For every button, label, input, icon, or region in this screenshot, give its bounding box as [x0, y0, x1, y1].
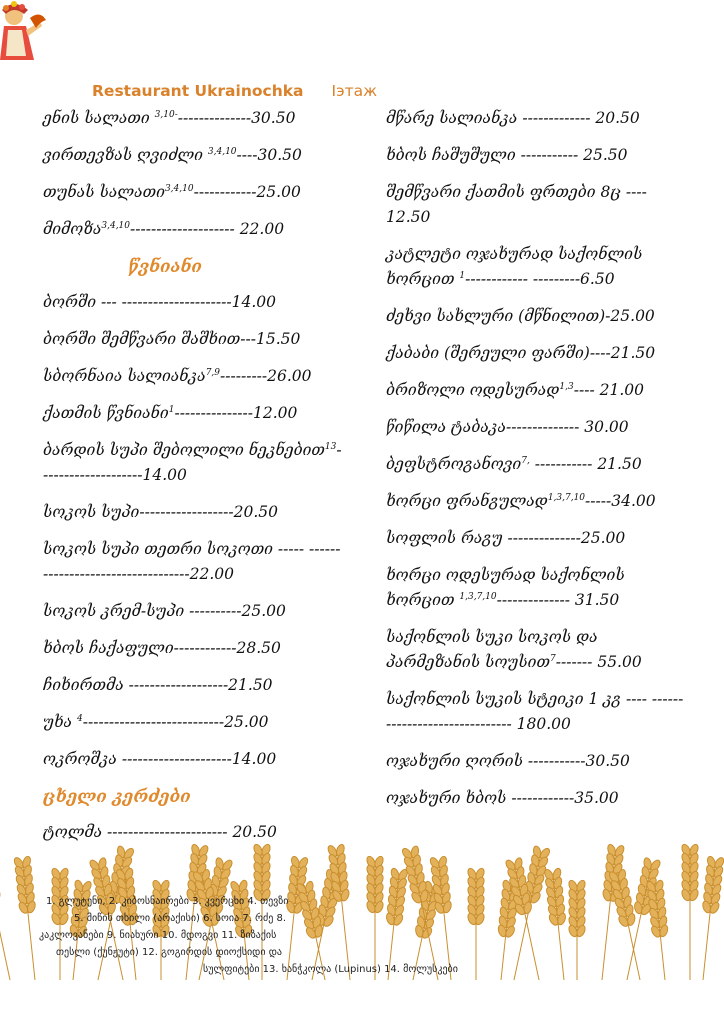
- menu-item-price: ----------- 21.50: [529, 455, 642, 473]
- menu-item-name: ჩიხირთმა -------------------21.50: [43, 676, 273, 694]
- menu-item: [386, 526, 686, 551]
- allergen-codes: 7,9: [205, 367, 221, 378]
- menu-item-name: მიმოზა: [43, 220, 102, 238]
- menu-item-name: ქაბაბი (შერეული ფარში)----21.50: [386, 344, 656, 362]
- menu-item-name: ენის სალათი: [43, 109, 155, 127]
- mascot-doll-icon: [0, 0, 48, 70]
- floor-label: Iэтаж: [331, 82, 378, 100]
- menu-item: [43, 710, 343, 735]
- menu-item: [386, 625, 686, 675]
- section-title-hot-dishes: ცხელი კერძები: [43, 787, 191, 807]
- menu-item-name: წიწილა ტაბაკა-------------- 30.00: [386, 418, 629, 436]
- menu-item: [43, 217, 343, 242]
- menu-item: [386, 143, 686, 168]
- menu-item-name: ბორში --- ---------------------14.00: [43, 293, 276, 311]
- menu-item-name: ბარდის სუპი შებოლილი ნეკნებით: [43, 441, 325, 459]
- allergen-codes: 1: [459, 270, 466, 281]
- menu-item-name: საქონლის სუკის სტეიკი 1 კგ ---- ------------------------------ 180.00: [386, 690, 684, 733]
- menu-item-name: შემწვარი ქათმის ფრთები 8ც ---- 12.50: [386, 183, 647, 226]
- menu-item-name: ძეხვი სახლური (მწნილით)-25.00: [386, 307, 655, 325]
- allergen-codes: 3,4,10: [164, 183, 194, 194]
- menu-item-name: ოჯახური ღორის -----------30.50: [386, 752, 630, 770]
- footnote-line: 5. მიწის თხილი (არაქისი) 6. სოია 7. რძე 8.: [74, 913, 287, 924]
- allergen-codes: 7,: [521, 455, 530, 466]
- menu-item: [386, 563, 686, 613]
- menu-item-name: სოფლის რაგუ --------------25.00: [386, 529, 626, 547]
- allergen-codes: 1: [168, 404, 175, 415]
- menu-item-price: -------------------- 22.00: [130, 220, 285, 238]
- menu-item: [386, 378, 686, 403]
- menu-item: [43, 364, 343, 389]
- menu-item: [43, 636, 343, 661]
- menu-item: [386, 341, 686, 366]
- menu-item: [43, 500, 343, 525]
- menu-item-name: ვირთევზას ღვიძლი: [43, 146, 208, 164]
- menu-item: [386, 106, 686, 131]
- menu-column-right: [386, 106, 686, 823]
- menu-item-name: სოკოს სუპი------------------20.50: [43, 503, 278, 521]
- menu-item-price: --------------30.50: [177, 109, 296, 127]
- menu-item-name: თუნას სალათი: [43, 183, 165, 201]
- menu-item: [43, 106, 343, 131]
- allergen-codes: 3,4,10: [101, 220, 131, 231]
- menu-item: [386, 180, 686, 230]
- menu-item: [43, 673, 343, 698]
- menu-item: [43, 290, 343, 315]
- menu-item-name: მწარე სალიანკა ------------- 20.50: [386, 109, 640, 127]
- menu-item-name: კატლეტი ოჯახურად საქონლის ხორცით: [386, 245, 643, 288]
- allergen-codes: 1,3,7,10: [459, 591, 497, 602]
- menu-item-price: ------- 55.00: [555, 653, 642, 671]
- menu-item: [43, 327, 343, 352]
- menu-item-name: ტოლმა ----------------------- 20.50: [43, 823, 277, 841]
- menu-item: [386, 749, 686, 774]
- menu-item-price: ---- 21.00: [573, 381, 644, 399]
- footnote-line: სულფიტები 13. ხანჭკოლა (Lupinus) 14. მოლუსკები: [203, 964, 458, 975]
- footnote-line: კაკლოვანები 9. ნიახური 10. მდოგვი 11. ზიზაქის: [39, 930, 277, 941]
- allergen-codes: 1,3,7,10: [547, 492, 586, 503]
- restaurant-name: Restaurant Ukrainochka: [92, 82, 304, 100]
- menu-item-price: -------------- 31.50: [496, 591, 620, 609]
- menu-item-price: ----30.50: [236, 146, 302, 164]
- menu-column-left: [43, 106, 343, 857]
- menu-item-name: სბორნაია სალიანკა: [43, 367, 206, 385]
- footnote-line: თესლი (ქუნჟუტი) 12. გოგირდის დიოქსიდი და: [56, 947, 282, 958]
- menu-item: [43, 599, 343, 624]
- menu-item-name: ოჯახური ხბოს ------------35.00: [386, 789, 619, 807]
- allergen-codes: 1,3: [559, 381, 574, 392]
- restaurant-header: [92, 82, 377, 100]
- menu-item-price: ---------------12.00: [174, 404, 298, 422]
- menu-item-name: ქათმის წვნიანი: [43, 404, 169, 422]
- menu-item-name: საქონლის სუკი სოკოს და პარმეზანის სოუსით: [386, 628, 598, 671]
- allergen-codes: 4: [77, 713, 83, 724]
- menu-item: [43, 438, 343, 488]
- allergen-codes: 3,10-: [154, 109, 178, 120]
- menu-item-name: ბორში შემწვარი შაშხით---15.50: [43, 330, 301, 348]
- menu-item: [386, 687, 686, 737]
- menu-item-price: ---------26.00: [220, 367, 312, 385]
- menu-item-price: ------------ ---------6.50: [465, 270, 615, 288]
- menu-item-name: ოკროშკა ---------------------14.00: [43, 750, 277, 768]
- menu-item: [386, 452, 686, 477]
- menu-item: [43, 537, 343, 587]
- menu-item-name: ბეფსტროგანოვი: [386, 455, 522, 473]
- menu-item: [386, 304, 686, 329]
- menu-item-name: უხა: [43, 713, 78, 731]
- allergen-codes: 13: [324, 441, 337, 452]
- menu-item-price: ---------------------------25.00: [82, 713, 269, 731]
- menu-item: [386, 242, 686, 292]
- menu-item-price: ------------25.00: [193, 183, 301, 201]
- allergen-codes: 3,4,10: [207, 146, 237, 157]
- menu-item: [43, 143, 343, 168]
- menu-item: [386, 489, 686, 514]
- footnote-line: 1. გლუტენი, 2. კიბოსნაირები 3. კვერცხი 4. თევზი: [46, 896, 289, 907]
- menu-item: [386, 786, 686, 811]
- menu-item-name: სოკოს სუპი თეთრი სოკოთი ----- ----------------------------------22.00: [43, 540, 341, 583]
- menu-item: [386, 415, 686, 440]
- menu-item: [43, 747, 343, 772]
- menu-item: [43, 401, 343, 426]
- menu-item-price: --------------------14.00: [43, 441, 342, 484]
- allergen-codes: 7: [550, 653, 556, 664]
- menu-item: [43, 180, 343, 205]
- menu-item-name: ხბოს ჩაქაფული------------28.50: [43, 639, 281, 657]
- menu-item-price: -----34.00: [585, 492, 656, 510]
- menu-item-name: სოკოს კრემ-სუპი ----------25.00: [43, 602, 286, 620]
- menu-item-name: ხბოს ჩაშუშული ----------- 25.50: [386, 146, 628, 164]
- menu-item-name: ბრიზოლი ოდესურად: [386, 381, 560, 399]
- section-title-soups: წვნიანი: [128, 257, 202, 277]
- menu-item-name: ხორცი ოდესურად საქონლის ხორცით: [386, 566, 625, 609]
- menu-item-name: ხორცი ფრანგულად: [386, 492, 548, 510]
